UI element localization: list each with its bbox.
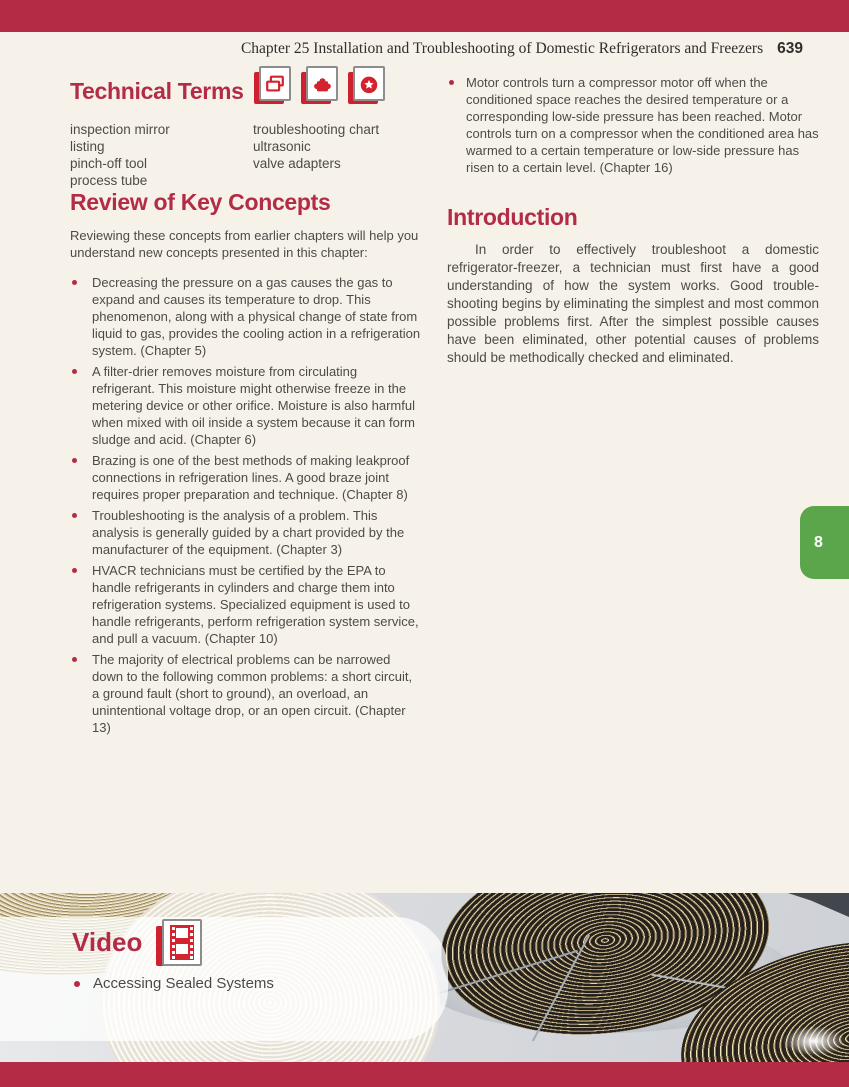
term: listing: [70, 139, 105, 154]
bullet-dot: [72, 369, 77, 374]
condenser-coils-photo: [0, 893, 849, 1062]
right-column: [447, 74, 819, 381]
coil-highlight: [782, 1026, 846, 1056]
review-bullet-list: [70, 274, 422, 736]
term: inspection mirror: [70, 122, 170, 137]
puzzle-icon: [301, 66, 338, 106]
bullet-dot: [449, 80, 454, 85]
introduction-title: Introduction: [447, 204, 578, 230]
review-title: Review of Key Concepts: [70, 189, 331, 215]
bottom-color-bar: [0, 1062, 849, 1087]
review-intro: Reviewing these concepts from earlier chapters will help you understand new concepts presented in this chapter:: [70, 228, 419, 260]
list-item: [70, 363, 422, 448]
top-color-bar: [0, 0, 849, 32]
bullet-dot: [72, 513, 77, 518]
left-column: [70, 66, 422, 736]
terms-column-2: [253, 121, 379, 189]
term: valve adapters: [253, 156, 341, 171]
pages-icon: [254, 66, 291, 106]
bullet-text: A filter-drier removes moisture from circulating refrigerant. This moisture might otherwise freeze in the metering device or other orifice. Moisture is also harmful when mixed with oil inside a system because it can form sludge and acid. (Chapter 6): [92, 364, 415, 447]
list-item: [70, 507, 422, 558]
running-head: [241, 40, 803, 58]
bullet-text: HVACR technicians must be certified by the EPA to handle refrigerants in cylinders and charge them into refrigeration systems. Specialized equipment is used to handle refrigerants, perform refrigeration system service, and pull a vacuum. (Chapter 10): [92, 563, 419, 646]
list-item: [70, 562, 422, 647]
star-badge-icon: [348, 66, 385, 106]
list-item: [70, 651, 422, 736]
bullet-dot: [72, 458, 77, 463]
bullet-text: Motor controls turn a compressor motor off when the conditioned space reaches the desired temperature or a corresponding low-side pressure has been reached. Motor controls turn on a compressor when the conditioned area has warmed to a certain temperature or low-side pressure has risen to a certain level. (Chapter 16): [466, 75, 819, 175]
video-heading-row: [72, 919, 206, 969]
video-list-item: [74, 975, 274, 992]
technical-terms-list: [70, 121, 422, 189]
bullet-text: The majority of electrical problems can be narrowed down to the following common problems: a short circuit, a ground fault (short to ground), an overload, an unintentional voltage drop, or an open circuit. (Chapter 13): [92, 652, 413, 735]
term: process tube: [70, 173, 148, 188]
technical-terms-title: Technical Terms: [70, 78, 244, 104]
chapter-tab: [800, 506, 849, 579]
bullet-dot: [72, 657, 77, 662]
list-item: [70, 274, 422, 359]
page-number: 639: [777, 40, 803, 57]
filmstrip-icon: [156, 919, 206, 969]
bullet-dot: [74, 981, 80, 987]
list-item: [447, 74, 819, 176]
technical-terms-heading-row: [70, 66, 422, 106]
term: ultrasonic: [253, 139, 311, 154]
video-item-text: Accessing Sealed Systems: [93, 975, 274, 992]
chapter-header-text: Chapter 25 Installation and Troubleshooting of Domestic Refrigerators and Freezers: [240, 40, 764, 57]
terms-column-1: [70, 121, 253, 189]
introduction-body: In order to effectively troubleshoot a domestic refrigerator-freezer, a technician must first have a good understanding of how the system works. Good trouble-shooting begins by eliminating the simplest and most common possible problems first. After the simplest possible causes have been eliminated, other potential causes of problems should be methodically checked and eliminated.: [447, 242, 819, 365]
bullet-dot: [72, 568, 77, 573]
term: pinch-off tool: [70, 156, 148, 171]
chapter-tab-number: 8: [814, 533, 823, 551]
bullet-dot: [72, 280, 77, 285]
term: troubleshooting chart: [253, 122, 380, 137]
video-title: Video: [72, 927, 143, 957]
dark-corner-object: [788, 893, 849, 917]
bullet-text: Brazing is one of the best methods of making leakproof connections in refrigeration lines. A good braze joint requires proper preparation and technique. (Chapter 8): [92, 453, 410, 502]
list-item: [70, 452, 422, 503]
bullet-text: Decreasing the pressure on a gas causes the gas to expand and causes its temperature to drop. This phenomenon, along with a physical change of state from liquid to gas, provides the cooling action in a refrigeration system. (Chapter 5): [92, 275, 421, 358]
bullet-text: Troubleshooting is the analysis of a problem. This analysis is generally guided by a chart provided by the manufacturer of the equipment. (Chapter 3): [92, 508, 405, 557]
